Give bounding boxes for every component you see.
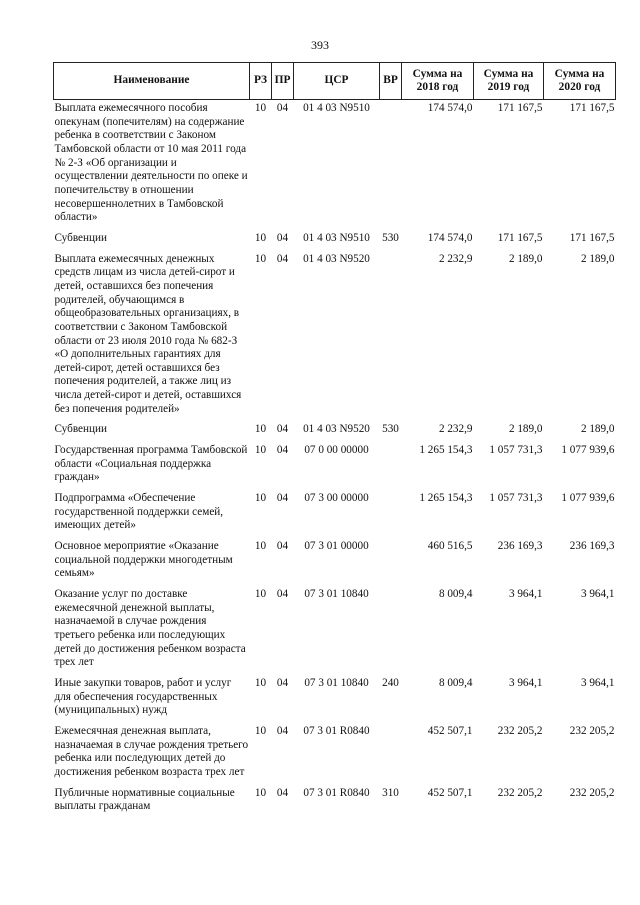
row-rz: 10 — [254, 444, 267, 457]
table-header — [54, 63, 616, 100]
row-sum-2019: 236 169,3 — [497, 540, 543, 553]
row-vr — [380, 490, 402, 538]
row-vr: 310 — [382, 786, 399, 799]
row-name: Субвенции — [54, 423, 107, 436]
row-pr: 04 — [276, 492, 289, 505]
row-vr — [380, 723, 402, 785]
row-name: Выплата ежемесячного пособия опекунам (попечителям) на содержание ребенка в соответствии с Законом Тамбовской области от 10 мая 2011 года № 2-З «Об организации и осуществлении деятельности по опеке и попечительству в отношении несовершеннолетних в Тамбовской области» — [54, 102, 248, 224]
row-name: Ежемесячная денежная выплата, назначаемая в случае рождения третьего ребенка или последующих детей до достижения ребенком возраста трех лет — [54, 724, 249, 778]
row-rz: 10 — [254, 423, 267, 436]
row-sum-2018: 2 232,9 — [438, 252, 473, 265]
row-sum-2018: 1 265 154,3 — [419, 444, 473, 457]
row-sum-2019: 1 057 731,3 — [489, 492, 543, 505]
row-sum-2020: 2 189,0 — [580, 423, 615, 436]
row-pr: 04 — [276, 676, 289, 689]
page-number: 393 — [311, 38, 329, 52]
table-row — [54, 490, 616, 538]
row-rz: 10 — [254, 492, 267, 505]
row-name: Иные закупки товаров, работ и услуг для обеспечения государственных (муниципальных) нужд — [54, 676, 232, 717]
row-sum-2018: 8 009,4 — [438, 588, 473, 600]
row-sum-2019: 171 167,5 — [497, 102, 543, 114]
row-pr: 04 — [276, 444, 289, 457]
table-row — [54, 100, 616, 230]
table-row — [54, 586, 616, 675]
row-sum-2018: 174 574,0 — [427, 102, 473, 114]
header-row — [54, 63, 616, 100]
row-vr — [380, 538, 402, 586]
row-sum-2020: 1 077 939,6 — [561, 492, 615, 505]
row-sum-2018: 8 009,4 — [438, 676, 473, 689]
header-rz: РЗ — [250, 63, 272, 100]
table-row — [54, 675, 616, 723]
budget-table — [53, 62, 616, 819]
row-sum-2019: 171 167,5 — [497, 231, 543, 244]
table-body — [54, 100, 616, 819]
row-sum-2019: 1 057 731,3 — [489, 444, 543, 457]
row-name: Государственная программа Тамбовской области «Социальная поддержка граждан» — [54, 444, 248, 484]
row-vr: 240 — [382, 676, 399, 689]
row-sum-2020: 171 167,5 — [569, 231, 615, 244]
row-vr: 530 — [382, 423, 399, 436]
row-pr: 04 — [276, 102, 289, 114]
row-name: Оказание услуг по доставке ежемесячной денежной выплаты, назначаемой в случае рождения третьего ребенка или последующих детей до достижения ребенком возраста трех лет — [54, 588, 246, 669]
table-row — [54, 723, 616, 785]
row-rz: 10 — [254, 724, 267, 737]
row-name: Выплата ежемесячных денежных средств лицам из числа детей-сирот и детей, оставшихся без попечения родителей, обучающимся в общеобразовательных организациях, в соответствии с Законом Тамбовской области от 23 июля 2010 года № 682-З «О дополнительных гарантиях для детей-сирот, детей оставшихся без попечения родителей, а также лиц из числа детей-сирот и детей, оставшихся без попечения родителей» — [54, 252, 242, 415]
row-pr: 04 — [276, 423, 289, 436]
row-name: Публичные нормативные социальные выплаты гражданам — [54, 786, 235, 813]
header-sum-2019: Сумма на 2019 год — [474, 63, 544, 100]
row-csr: 01 4 03 N9510 — [303, 231, 370, 244]
table-row — [54, 421, 616, 442]
row-name: Основное мероприятие «Оказание социальной поддержки многодетным семьям» — [54, 540, 233, 580]
row-rz: 10 — [254, 786, 267, 799]
header-sum-2018: Сумма на 2018 год — [402, 63, 474, 100]
row-sum-2020: 3 964,1 — [580, 676, 615, 689]
row-sum-2019: 232 205,2 — [497, 786, 543, 799]
row-sum-2020: 232 205,2 — [569, 724, 615, 737]
row-sum-2018: 2 232,9 — [438, 423, 473, 436]
row-rz: 10 — [254, 588, 267, 600]
row-sum-2018: 452 507,1 — [427, 786, 473, 799]
row-sum-2019: 3 964,1 — [508, 676, 543, 689]
row-sum-2020: 1 077 939,6 — [561, 444, 615, 457]
row-pr: 04 — [276, 786, 289, 799]
table-row — [54, 251, 616, 422]
row-rz: 10 — [254, 540, 267, 553]
row-sum-2018: 174 574,0 — [427, 231, 473, 244]
row-csr: 01 4 03 N9510 — [303, 102, 370, 114]
row-name: Подпрограмма «Обеспечение государственной поддержки семей, имеющих детей» — [54, 492, 224, 532]
row-pr: 04 — [276, 252, 289, 265]
row-csr: 07 3 00 00000 — [304, 492, 369, 505]
row-sum-2018: 460 516,5 — [427, 540, 473, 553]
table-row — [54, 230, 616, 251]
header-csr: ЦСР — [294, 63, 380, 100]
row-sum-2019: 3 964,1 — [508, 588, 543, 600]
row-sum-2019: 2 189,0 — [508, 252, 543, 265]
table-row — [54, 538, 616, 586]
row-sum-2020: 3 964,1 — [580, 588, 615, 600]
row-pr: 04 — [276, 231, 289, 244]
row-pr: 04 — [276, 540, 289, 553]
row-name: Субвенции — [54, 231, 107, 244]
header-pr: ПР — [272, 63, 294, 100]
row-csr: 07 3 01 10840 — [304, 676, 369, 689]
row-sum-2018: 452 507,1 — [427, 724, 473, 737]
row-vr — [380, 442, 402, 490]
row-sum-2019: 2 189,0 — [508, 423, 543, 436]
row-csr: 01 4 03 N9520 — [303, 252, 370, 265]
row-rz: 10 — [254, 231, 267, 244]
row-csr: 07 3 01 R0840 — [303, 724, 370, 737]
row-sum-2020: 2 189,0 — [580, 252, 615, 265]
row-rz: 10 — [254, 676, 267, 689]
row-csr: 07 3 01 10840 — [304, 588, 369, 600]
row-vr: 530 — [382, 231, 399, 244]
row-csr: 07 3 01 00000 — [304, 540, 369, 553]
row-rz: 10 — [254, 252, 267, 265]
header-name: Наименование — [54, 63, 250, 100]
row-sum-2020: 236 169,3 — [569, 540, 615, 553]
row-csr: 07 3 01 R0840 — [303, 786, 370, 799]
row-sum-2020: 232 205,2 — [569, 786, 615, 799]
row-sum-2020: 171 167,5 — [569, 102, 615, 114]
row-pr: 04 — [276, 724, 289, 737]
row-vr — [380, 586, 402, 675]
row-csr: 07 0 00 00000 — [304, 444, 369, 457]
header-sum-2020: Сумма на 2020 год — [544, 63, 616, 100]
row-rz: 10 — [254, 102, 267, 114]
row-csr: 01 4 03 N9520 — [303, 423, 370, 436]
row-sum-2019: 232 205,2 — [497, 724, 543, 737]
table-row — [54, 442, 616, 490]
row-vr — [380, 251, 402, 422]
table-row — [54, 785, 616, 819]
row-vr — [380, 100, 402, 230]
row-sum-2018: 1 265 154,3 — [419, 492, 473, 505]
row-pr: 04 — [276, 588, 289, 600]
header-vr: ВР — [380, 63, 402, 100]
